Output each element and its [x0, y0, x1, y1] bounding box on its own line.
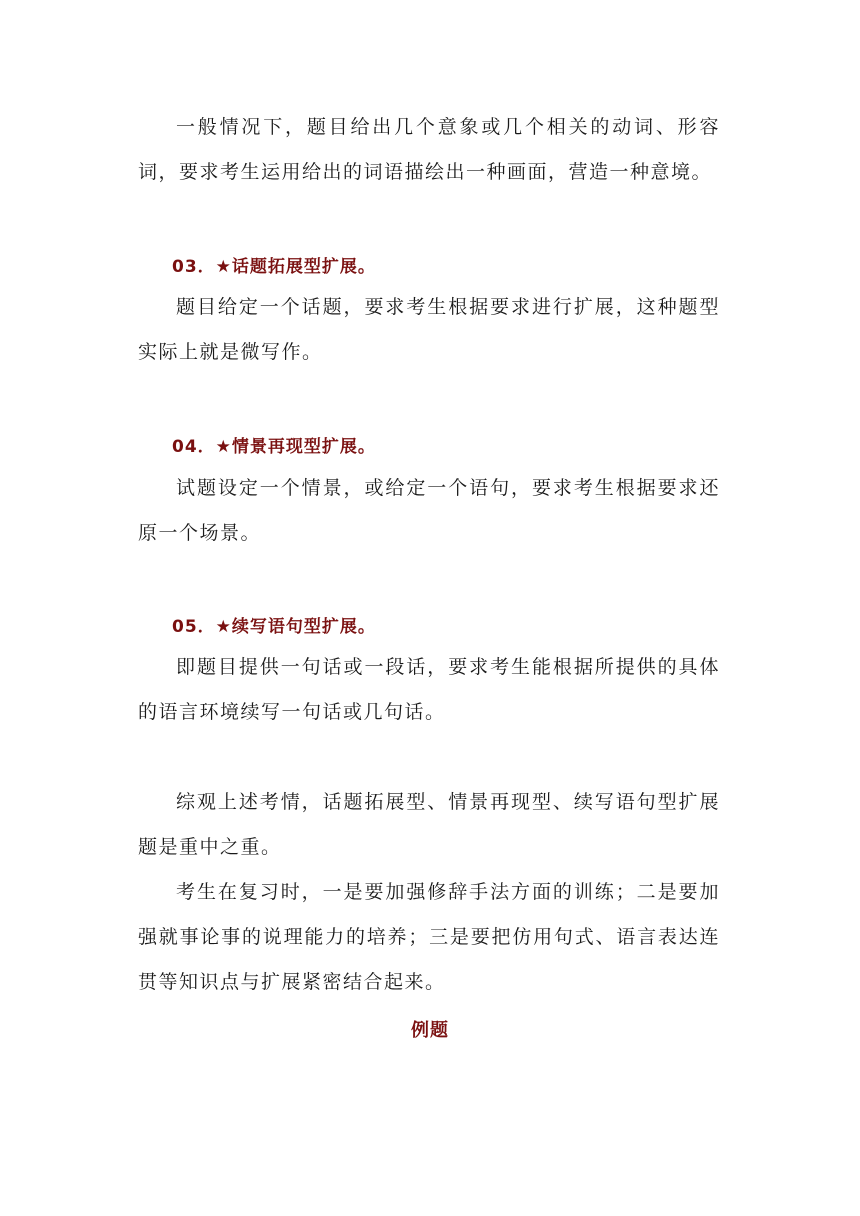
section-05-text: 即题目提供一句话或一段话，要求考生能根据所提供的具体的语言环境续写一句话或几句话。	[138, 656, 720, 723]
summary-paragraph-2: 考生在复习时，一是要加强修辞手法方面的训练；二是要加强就事论事的说理能力的培养；三是要把仿用句式、语言表达连贯等知识点与扩展紧密结合起来。	[138, 881, 720, 993]
summary-paragraph-1: 综观上述考情，话题拓展型、情景再现型、续写语句型扩展题是重中之重。	[138, 791, 720, 858]
intro-text: 一般情况下，题目给出几个意象或几个相关的动词、形容词，要求考生运用给出的词语描绘出一种画面，营造一种意境。	[138, 116, 720, 183]
intro-paragraph	[138, 105, 720, 195]
section-03-paragraph	[138, 285, 720, 375]
section-heading-05: 05．★续写语句型扩展。	[172, 617, 376, 637]
example-heading: 例题	[411, 1020, 449, 1041]
section-heading-03: 03．★话题拓展型扩展。	[172, 257, 376, 277]
section-03-text: 题目给定一个话题，要求考生根据要求进行扩展，这种题型实际上就是微写作。	[138, 296, 720, 363]
section-04-paragraph	[138, 466, 720, 556]
section-heading-04: 04．★情景再现型扩展。	[172, 437, 376, 457]
section-04-text: 试题设定一个情景，或给定一个语句，要求考生根据要求还原一个场景。	[138, 477, 720, 544]
summary-block	[138, 780, 720, 1005]
section-05-paragraph	[138, 645, 720, 735]
